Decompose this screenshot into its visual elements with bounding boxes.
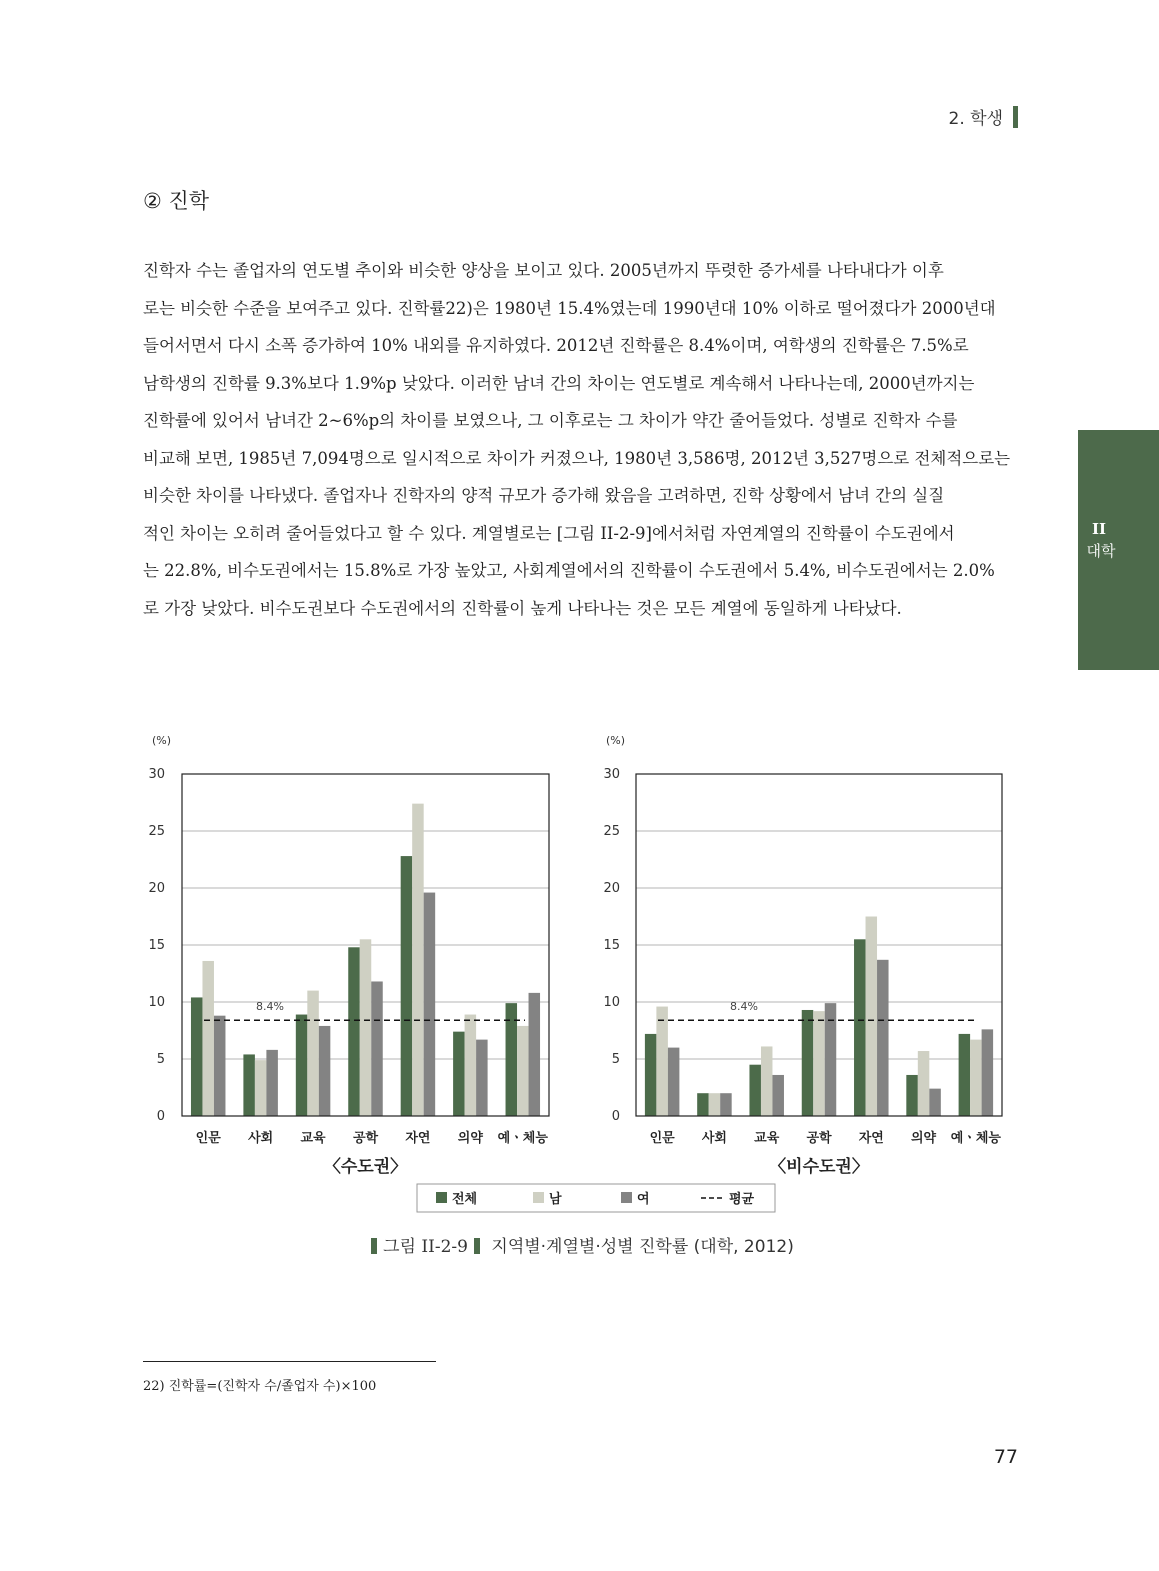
- bar-female: [214, 1016, 226, 1116]
- body-line: 진학률에 있어서 남녀간 2~6%p의 차이를 보였으나, 그 이후로는 그 차이가 약간 줄어들었다. 성별로 진학자 수를: [143, 411, 958, 430]
- section-heading: ② 진학: [143, 189, 210, 213]
- legend-female-label: 여: [637, 1192, 650, 1207]
- bar-female: [877, 960, 889, 1116]
- x-tick-label: 의약: [911, 1131, 937, 1146]
- bar-male: [465, 1015, 477, 1116]
- bar-male: [709, 1093, 721, 1116]
- bar-male: [360, 939, 372, 1116]
- body-line: 진학자 수는 졸업자의 연도별 추이와 비슷한 양상을 보이고 있다. 2005년까지 뚜렷한 증가세를 나타내다가 이후: [143, 261, 944, 280]
- bar-female: [424, 893, 436, 1116]
- body-line: 비슷한 차이를 나타냈다. 졸업자나 진학자의 양적 규모가 증가해 왔음을 고려하면, 진학 상황에서 남녀 간의 실질: [143, 486, 945, 505]
- y-tick-label: 20: [148, 881, 165, 896]
- bar-female: [720, 1093, 732, 1116]
- x-tick-label: 공학: [806, 1131, 832, 1146]
- bar-total: [453, 1032, 465, 1116]
- y-tick-label: 30: [603, 767, 620, 782]
- footnote-rule: [143, 1361, 436, 1362]
- legend-total-label: 전체: [452, 1192, 478, 1207]
- body-line: 적인 차이는 오히려 줄어들었다고 할 수 있다. 계열별로는 [그림 II-2-9]에서처럼 자연계열의 진학률이 수도권에서: [143, 523, 955, 543]
- bar-female: [371, 981, 383, 1116]
- legend-average-label: 평균: [729, 1192, 755, 1207]
- bar-male: [412, 804, 424, 1116]
- y-tick-label: 15: [148, 938, 165, 953]
- caption-mark: [371, 1238, 377, 1254]
- figure-charts: [0, 720, 1159, 1220]
- bar-total: [296, 1015, 308, 1116]
- bar-total: [243, 1054, 255, 1116]
- x-tick-label: 예ㆍ체능: [950, 1131, 1001, 1146]
- x-tick-label: 교육: [754, 1131, 780, 1146]
- body-line: 로 가장 낮았다. 비수도권보다 수도권에서의 진학률이 높게 나타나는 것은 모든 계열에 동일하게 나타났다.: [143, 598, 902, 618]
- running-header: [949, 104, 1018, 129]
- bar-male: [918, 1051, 930, 1116]
- chapter-label: 대학: [1086, 542, 1116, 560]
- chart-title: 〈수도권〉: [323, 1157, 408, 1177]
- body-line: 남학생의 진학률 9.3%보다 1.9%p 낮았다. 이러한 남녀 간의 차이는 연도별로 계속해서 나타나는데, 2000년까지는: [143, 373, 975, 393]
- y-tick-label: 10: [148, 995, 165, 1010]
- header-bar: [1013, 106, 1018, 128]
- bar-male: [656, 1007, 668, 1116]
- bar-male: [761, 1046, 773, 1116]
- bar-total: [959, 1034, 971, 1116]
- body-line: 로는 비슷한 수준을 보여주고 있다. 진학률22)은 1980년 15.4%였는데 1990년대 10% 이하로 떨어졌다가 2000년대: [143, 298, 996, 318]
- chart-title: 〈비수도권〉: [769, 1157, 869, 1177]
- bar-female: [319, 1026, 331, 1116]
- y-tick-label: 25: [148, 824, 165, 839]
- caption-text: 지역별·계열별·성별 진학률 (대학, 2012): [491, 1237, 794, 1257]
- body-line: 비교해 보면, 1985년 7,094명으로 일시적으로 차이가 커졌으나, 1980년 3,586명, 2012년 3,527명으로 전체적으로는: [143, 448, 1011, 468]
- body-text: [143, 252, 1015, 627]
- caption-fignum: II-2-9: [421, 1237, 468, 1257]
- y-axis-unit: (%): [606, 734, 626, 747]
- legend-female-swatch: [621, 1192, 632, 1203]
- legend-male-label: 남: [549, 1192, 562, 1207]
- chapter-side-tab[interactable]: [1078, 430, 1159, 670]
- y-tick-label: 0: [156, 1109, 165, 1124]
- bar-male: [202, 961, 214, 1116]
- bar-female: [982, 1029, 994, 1116]
- bar-male: [813, 1011, 825, 1116]
- bar-male: [970, 1040, 982, 1116]
- x-tick-label: 사회: [701, 1131, 727, 1146]
- y-axis-unit: (%): [152, 734, 172, 747]
- bar-male: [517, 1026, 529, 1116]
- y-tick-label: 25: [603, 824, 620, 839]
- y-tick-label: 5: [156, 1052, 165, 1067]
- bar-total: [697, 1093, 709, 1116]
- y-tick-label: 15: [603, 938, 620, 953]
- bar-female: [476, 1040, 488, 1116]
- y-tick-label: 5: [611, 1052, 620, 1067]
- bar-total: [854, 939, 866, 1116]
- bar-male: [307, 991, 319, 1116]
- bar-total: [645, 1034, 657, 1116]
- bar-total: [802, 1010, 814, 1116]
- x-tick-label: 교육: [300, 1131, 326, 1146]
- legend-male-swatch: [533, 1192, 544, 1203]
- bar-male: [255, 1060, 267, 1116]
- bar-female: [772, 1075, 784, 1116]
- y-tick-label: 10: [603, 995, 620, 1010]
- x-tick-label: 자연: [405, 1131, 431, 1146]
- section-label: 2. 학생: [948, 109, 1003, 129]
- figure-caption: [0, 1232, 1159, 1257]
- y-tick-label: 0: [611, 1109, 620, 1124]
- x-tick-label: 예ㆍ체능: [497, 1131, 548, 1146]
- bar-female: [929, 1089, 941, 1116]
- bar-total: [401, 856, 413, 1116]
- x-tick-label: 의약: [457, 1131, 483, 1146]
- x-tick-label: 인문: [195, 1131, 221, 1146]
- bar-male: [866, 917, 878, 1117]
- legend-total-swatch: [436, 1192, 447, 1203]
- bar-total: [348, 947, 360, 1116]
- x-tick-label: 공학: [352, 1131, 379, 1146]
- page-number: 77: [993, 1446, 1018, 1468]
- x-tick-label: 자연: [858, 1131, 884, 1146]
- y-tick-label: 30: [148, 767, 165, 782]
- chapter-number: II: [1092, 520, 1107, 538]
- bar-female: [266, 1050, 278, 1116]
- caption-mark: [474, 1238, 480, 1254]
- body-line: 들어서면서 다시 소폭 증가하여 10% 내외를 유지하였다. 2012년 진학률은 8.4%이며, 여학생의 진학률은 7.5%로: [143, 336, 969, 355]
- footnote: 22) 진학률=(진학자 수/졸업자 수)×100: [143, 1379, 377, 1394]
- bar-female: [668, 1048, 680, 1116]
- average-label: 8.4%: [730, 1000, 758, 1014]
- bar-total: [191, 997, 203, 1116]
- bar-female: [529, 993, 541, 1116]
- bar-total: [906, 1075, 918, 1116]
- x-tick-label: 인문: [649, 1131, 675, 1146]
- caption-prefix: 그림: [383, 1237, 417, 1257]
- bar-total: [749, 1065, 761, 1116]
- y-tick-label: 20: [603, 881, 620, 896]
- average-label: 8.4%: [256, 1000, 284, 1014]
- body-line: 는 22.8%, 비수도권에서는 15.8%로 가장 높았고, 사회계열에서의 진학률이 수도권에서 5.4%, 비수도권에서는 2.0%: [143, 561, 995, 580]
- x-tick-label: 사회: [248, 1131, 274, 1146]
